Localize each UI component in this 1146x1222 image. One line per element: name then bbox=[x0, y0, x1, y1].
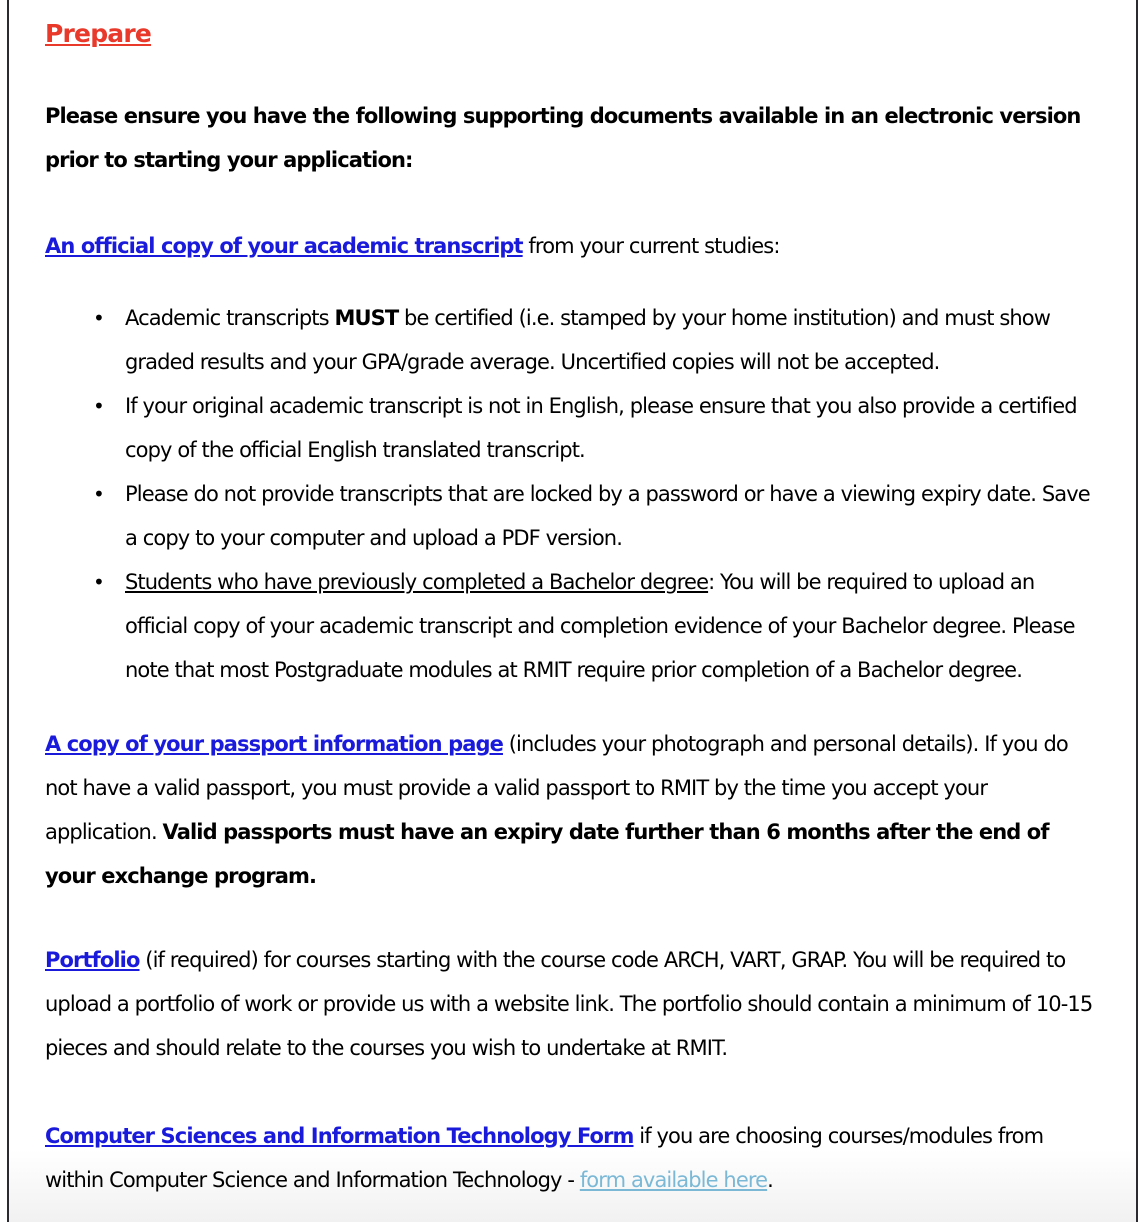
transcript-suffix: from your current studies: bbox=[522, 234, 780, 258]
passport-link[interactable]: A copy of your passport information page bbox=[45, 732, 503, 756]
portfolio-link[interactable]: Portfolio bbox=[45, 948, 140, 972]
list-item bbox=[125, 296, 1095, 384]
form-available-link[interactable]: form available here bbox=[579, 1168, 768, 1192]
csit-end: . bbox=[767, 1168, 773, 1192]
passport-emphasis: Valid passports must have an expiry date further than 6 months after the end of your exchange program. bbox=[45, 820, 1049, 888]
bullet-text: If your original academic transcript is not in English, please ensure that you also provide a certified copy of the official English translated transcript. bbox=[125, 394, 1077, 462]
transcript-paragraph bbox=[45, 224, 1095, 268]
section-heading: Prepare bbox=[45, 19, 152, 48]
bachelor-degree-note: Students who have previously completed a Bachelor degree bbox=[125, 570, 709, 594]
passport-paragraph bbox=[45, 722, 1095, 898]
list-item bbox=[125, 472, 1095, 560]
transcript-link[interactable]: An official copy of your academic transcript bbox=[45, 234, 523, 258]
passport-text: (includes your photograph and personal details). If you do not have a valid passport, you must provide a valid passport to RMIT by the time you accept your application. bbox=[45, 732, 1068, 844]
list-item bbox=[125, 560, 1095, 692]
csit-text: if you are choosing courses/modules from within Computer Science and Information Technology - bbox=[45, 1124, 1044, 1192]
csit-form-link[interactable]: Computer Sciences and Information Technology Form bbox=[45, 1124, 634, 1148]
transcript-requirements-list bbox=[45, 296, 1095, 692]
bullet-text: Please do not provide transcripts that are locked by a password or have a viewing expiry date. Save a copy to your computer and upload a PDF version. bbox=[125, 482, 1090, 550]
bullet-emphasis: MUST bbox=[334, 306, 399, 330]
bullet-text: Academic transcripts bbox=[125, 306, 335, 330]
bullet-text: : You will be required to upload an official copy of your academic transcript and completion evidence of your Bachelor degree. Please note that most Postgraduate modules at RMIT require prior completion of a Bachelor degree. bbox=[125, 570, 1075, 682]
csit-paragraph bbox=[45, 1114, 1095, 1202]
bullet-text: be certified (i.e. stamped by your home institution) and must show graded results and your GPA/grade average. Uncertified copies will not be accepted. bbox=[125, 306, 1051, 374]
intro-text: Please ensure you have the following supporting documents available in an electronic version prior to starting your application: bbox=[45, 104, 1081, 172]
list-item bbox=[125, 384, 1095, 472]
portfolio-text: (if required) for courses starting with the course code ARCH, VART, GRAP. You will be required to upload a portfolio of work or provide us with a website link. The portfolio should contain a minimum of 10-15 pieces and should relate to the courses you wish to undertake at RMIT. bbox=[45, 948, 1093, 1060]
portfolio-paragraph bbox=[45, 938, 1095, 1070]
